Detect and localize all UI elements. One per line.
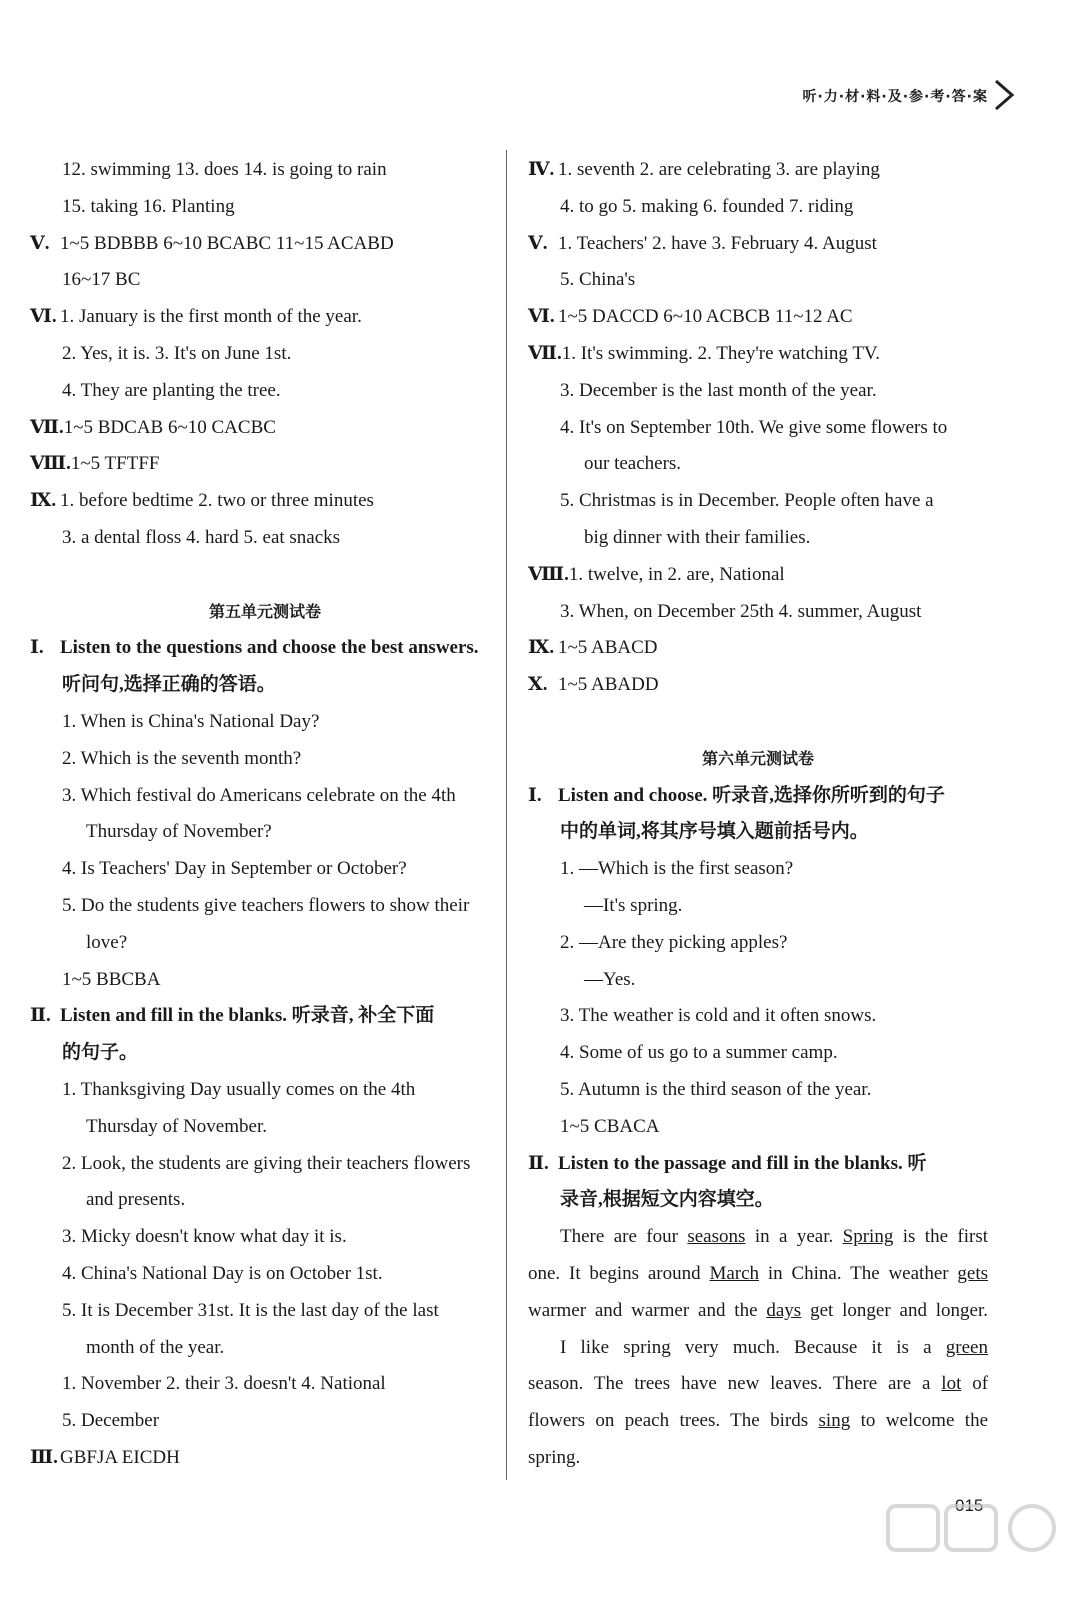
section-label: Ⅹ. — [528, 674, 548, 696]
section-label: Ⅰ. — [30, 637, 44, 659]
section-label: Ⅶ. — [30, 416, 64, 438]
question-line: 1. When is China's National Day? — [62, 710, 320, 732]
section-viii — [30, 446, 500, 483]
instruction-text: Listen and fill in the blanks. — [60, 1005, 288, 1027]
section-ii-heading — [30, 998, 500, 1035]
passage-line: I like spring very much. Because it is a green — [560, 1336, 988, 1358]
page-number: 015 — [955, 1496, 984, 1515]
dialogue-line: —Yes. — [584, 968, 636, 990]
section-ix — [30, 483, 500, 520]
filled-blank: sing — [818, 1410, 851, 1432]
section-label: Ⅸ. — [528, 637, 555, 659]
section-vi — [30, 299, 500, 336]
answer-line: 5. Christmas is in December. People often have a — [560, 490, 934, 512]
section-vi — [528, 299, 988, 336]
answer-text: 1. before bedtime 2. two or three minutes — [60, 490, 374, 512]
answer-line: our teachers. — [584, 453, 682, 475]
filled-blank: Spring — [842, 1226, 894, 1248]
section-v — [528, 226, 988, 263]
section-x — [528, 667, 988, 704]
filled-blank: days — [766, 1299, 802, 1321]
instruction-text: Listen to the passage and fill in the blanks. — [558, 1152, 903, 1174]
section-label: Ⅵ. — [30, 306, 57, 328]
passage-line: warmer and warmer and the days get longer and longer. — [528, 1299, 989, 1321]
section-i-heading — [30, 630, 500, 667]
sentence-line: 3. The weather is cold and it often snows. — [560, 1005, 877, 1027]
answer-line: 15. taking 16. Planting — [62, 195, 235, 217]
answer-text: 1~5 BDBBB 6~10 BCABC 11~15 ACABD — [60, 232, 394, 254]
answer-line: big dinner with their families. — [584, 526, 811, 548]
filled-blank: gets — [957, 1262, 989, 1284]
filled-blank: lot — [941, 1373, 962, 1395]
passage-line: There are four seasons in a year. Spring is the first — [560, 1226, 989, 1248]
answer-line: 16~17 BC — [62, 269, 141, 291]
answer-text: 1~5 TFTFF — [70, 453, 160, 475]
passage-line: one. It begins around March in China. The weather gets — [528, 1262, 989, 1284]
passage-line: season. The trees have new leaves. There are a lot of — [528, 1373, 989, 1395]
section-label: Ⅱ. — [30, 1005, 51, 1027]
answer-line: 4. to go 5. making 6. founded 7. riding — [560, 195, 854, 217]
instruction-cn: 录音,根据短文内容填空。 — [560, 1189, 774, 1211]
section-vii — [30, 410, 500, 447]
sentence-line: 4. China's National Day is on October 1st. — [62, 1262, 383, 1284]
unit-5-title: 第五单元测试卷 — [208, 601, 321, 621]
dialogue-line: 2. —Are they picking apples? — [560, 931, 788, 953]
answer-text: 1~5 ABACD — [558, 637, 658, 659]
answer-text: 1. seventh 2. are celebrating 3. are playing — [558, 159, 880, 180]
section-viii — [528, 557, 988, 594]
filled-blank: March — [709, 1262, 760, 1284]
section-label: Ⅰ. — [528, 784, 542, 806]
answer-line: 1~5 BBCBA — [62, 968, 161, 990]
section-label: Ⅷ. — [528, 563, 569, 585]
section-ix — [528, 630, 988, 667]
answer-line: 4. They are planting the tree. — [62, 379, 281, 401]
answer-line: 3. When, on December 25th 4. summer, August — [560, 600, 922, 622]
answer-line: 2. Yes, it is. 3. It's on June 1st. — [62, 342, 292, 364]
answer-line: 1. November 2. their 3. doesn't 4. National — [62, 1373, 386, 1395]
section-label: Ⅸ. — [30, 490, 57, 512]
question-line: 4. Is Teachers' Day in September or October? — [62, 858, 407, 880]
section-label: Ⅷ. — [30, 453, 71, 475]
section-label: Ⅲ. — [30, 1446, 58, 1468]
section-label: Ⅶ. — [528, 342, 562, 364]
instruction-cn: 听 — [907, 1152, 927, 1174]
answer-line: 1~5 CBACA — [560, 1115, 660, 1137]
answer-line: 3. a dental floss 4. hard 5. eat snacks — [62, 526, 341, 548]
running-header: 听·力·材·料·及·参·考·答·案 — [802, 89, 988, 105]
section-label: Ⅳ. — [528, 159, 555, 180]
question-line: 2. Which is the seventh month? — [62, 747, 302, 769]
section-vii — [528, 336, 988, 373]
right-column — [528, 152, 988, 1477]
sentence-line: 5. Autumn is the third season of the year. — [560, 1078, 872, 1100]
sentence-line: and presents. — [86, 1189, 186, 1211]
answer-text: 1~5 BDCAB 6~10 CACBC — [63, 416, 276, 438]
answer-text: 1~5 ABADD — [558, 674, 659, 696]
chevron-right-icon — [990, 78, 1018, 112]
answer-line: 5. December — [62, 1410, 160, 1432]
answer-text: 1. Teachers' 2. have 3. February 4. August — [558, 232, 877, 254]
instruction-text: Listen and choose. — [558, 784, 708, 806]
sentence-line: month of the year. — [86, 1336, 225, 1358]
answer-text: 1. twelve, in 2. are, National — [568, 563, 785, 585]
section-v — [30, 226, 500, 263]
dialogue-line: 1. —Which is the first season? — [560, 858, 794, 880]
instruction-cn: 听录音, 补全下面 — [291, 1005, 435, 1027]
sentence-line: 1. Thanksgiving Day usually comes on the 4th — [62, 1078, 416, 1100]
answer-line: 4. It's on September 10th. We give some flowers to — [560, 416, 948, 438]
sentence-line: 3. Micky doesn't know what day it is. — [62, 1226, 347, 1248]
instruction-cn: 中的单词,将其序号填入题前括号内。 — [560, 821, 869, 843]
column-divider — [506, 150, 507, 1480]
sentence-line: 2. Look, the students are giving their teachers flowers — [62, 1152, 471, 1174]
sentence-line: 4. Some of us go to a summer camp. — [560, 1042, 838, 1064]
dialogue-line: —It's spring. — [584, 894, 683, 916]
section-label: Ⅱ. — [528, 1152, 549, 1174]
section-iv — [528, 152, 988, 189]
section-ii-heading — [528, 1146, 988, 1183]
answer-line: 12. swimming 13. does 14. is going to rain — [62, 159, 387, 180]
section-label: Ⅵ. — [528, 306, 555, 328]
section-iii — [30, 1440, 500, 1477]
answer-text: 1. It's swimming. 2. They're watching TV. — [561, 342, 880, 364]
answer-line: 5. China's — [560, 269, 636, 291]
passage-line: flowers on peach trees. The birds sing to welcome the — [528, 1410, 989, 1432]
filled-blank: seasons — [687, 1226, 746, 1248]
section-label: Ⅴ. — [528, 232, 548, 254]
instruction-text: Listen to the questions and choose the best answers. — [60, 637, 479, 659]
question-line: Thursday of November? — [86, 821, 272, 843]
section-label: Ⅴ. — [30, 232, 50, 254]
question-line: 3. Which festival do Americans celebrate on the 4th — [62, 784, 456, 806]
sentence-line: Thursday of November. — [86, 1115, 267, 1137]
section-i-heading — [528, 778, 988, 815]
passage-line: spring. — [528, 1446, 581, 1468]
answer-text: 1. January is the first month of the year. — [60, 306, 362, 328]
left-column — [30, 152, 500, 1477]
instruction-cn: 听问句,选择正确的答语。 — [62, 674, 276, 696]
sentence-line: 5. It is December 31st. It is the last day of the last — [62, 1299, 439, 1321]
instruction-cn: 的句子。 — [62, 1042, 139, 1064]
filled-blank: green — [945, 1336, 988, 1358]
instruction-cn: 听录音,选择你所听到的句子 — [712, 784, 945, 806]
watermark-logo — [882, 1500, 1072, 1596]
answer-text: GBFJA EICDH — [60, 1446, 180, 1468]
question-line: love? — [86, 931, 128, 953]
answer-line: 3. December is the last month of the year. — [560, 379, 877, 401]
question-line: 5. Do the students give teachers flowers to show their — [62, 894, 470, 916]
answer-text: 1~5 DACCD 6~10 ACBCB 11~12 AC — [558, 306, 853, 328]
unit-6-title: 第六单元测试卷 — [701, 748, 814, 768]
